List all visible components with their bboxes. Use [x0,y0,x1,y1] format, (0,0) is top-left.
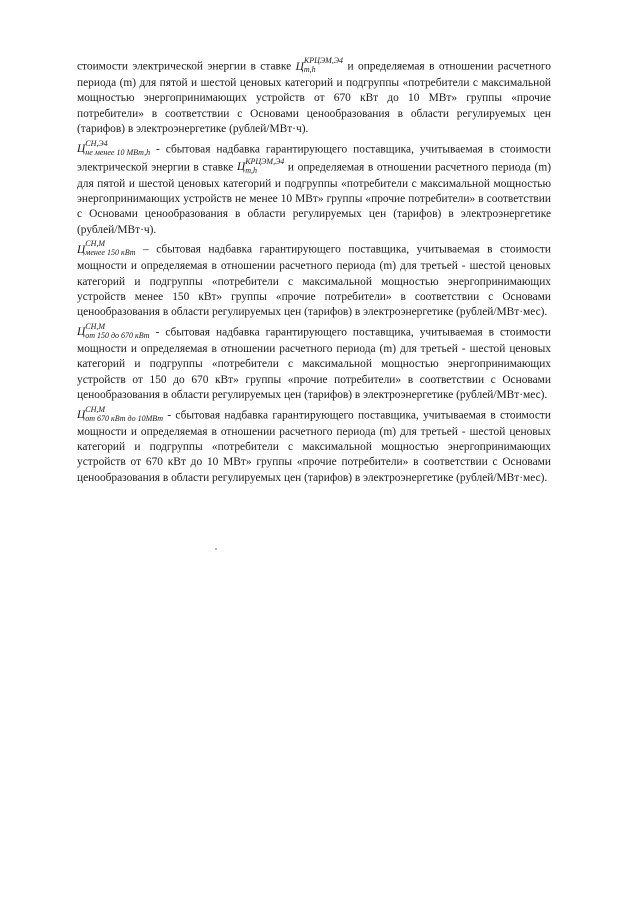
paragraph-p3 [77,321,551,404]
paragraph-text: - сбытовая надбавка гарантирующего поставщика, учитываемая в стоимости мощности и определяемая в отношении расчетного периода (m) для третьей - шестой ценовых категорий и подгруппы «потребители с максимальной мощностью энергопринимающих устройств от 670 кВт до 10 МВт» группы «прочие потребители» в соответствии с Основами ценообразования в области регулируемых цен (тарифов) в электроэнергетике (рублей/МВт·мес). [77,409,551,484]
paragraph-text: и определяемая в отношении расчетного периода (m) для пятой и шестой ценовых категорий и подгруппы «потребители с максимальной мощностью энергопринимающих устройств не менее 10 МВт» группы «прочие потребители» в соответствии с Основами ценообразования в области регулируемых цен (тарифов) в электроэнергетике (рублей/МВт·ч). [77,161,551,236]
symbol-subscript: m,h [245,165,257,175]
formula-symbol [295,56,344,74]
paragraph-text: стоимости электрической энергии в ставке [77,60,296,73]
symbol-superscript: СН,М [85,239,106,249]
symbol-subscript: менее 150 кВт [85,248,136,258]
symbol-subscript: не менее 10 МВт,h [85,147,151,157]
document-body [77,58,551,489]
symbol-subscript: от 150 до 670 кВт [85,330,150,340]
paragraph-text: - сбытовая надбавка гарантирующего поставщика, учитываемая в стоимости мощности и определяемая в отношении расчетного периода (m) для третьей - шестой ценовых категорий и подгруппы «потребители с максимальной мощностью энергопринимающих устройств от 150 до 670 кВт» группы «прочие потребители» в соответствии с Основами ценообразования в области регулируемых цен (тарифов) в электроэнергетике (рублей/МВт·мес). [77,326,551,402]
formula-symbol [77,138,151,157]
paragraph-text: – сбытовая надбавка гарантирующего поставщика, учитываемая в стоимости мощности и определяемая в отношении расчетного периода (m) для третьей - шестой ценовых категорий и подгруппы «потребители с максимальной мощностью энергопринимающих устройств менее 150 кВт» группы «прочие потребители» в соответствии с Основами ценообразования в области регулируемых цен (тарифов) в электроэнергетике (рублей/МВт·мес). [77,243,551,319]
symbol-superscript: КРЦЭМ,Э4 [245,156,285,166]
symbol-superscript: СН,М [85,321,106,331]
symbol-subscript: от 670 кВт до 10МВт [85,413,163,423]
symbol-base: Ц [77,326,86,339]
symbol-superscript: СН,М [85,404,106,414]
symbol-subscript: m,h [303,65,316,74]
formula-symbol [77,321,150,340]
paragraph-p1 [77,138,551,239]
paragraph-p0 [77,58,551,138]
symbol-base: Ц [77,409,86,422]
formula-symbol [77,239,136,258]
scan-speck [215,548,217,550]
symbol-base: Ц [77,243,86,256]
symbol-base: Ц [236,161,246,174]
formula-symbol [77,404,163,423]
symbol-superscript: КРЦЭМ,Э4 [303,56,344,65]
symbol-base: Ц [295,60,304,73]
symbol-superscript: СН,Э4 [85,138,108,148]
paragraph-p2 [77,241,551,321]
formula-symbol [236,156,285,175]
paragraph-p4 [77,404,551,487]
paragraph-text: - сбытовая надбавка гарантирующего поставщика, учитываемая в стоимости электрической энергии в ставке [77,143,551,174]
symbol-base: Ц [77,143,86,156]
paragraph-text: и определяемая в отношении расчетного периода (m) для пятой и шестой ценовых категорий и подгруппы «потребители с максимальной мощностью энергопринимающих устройств от 670 кВт до 10 МВт» группы «прочие потребители» в соответствии с Основами ценообразования в области регулируемых цен (тарифов) в электроэнергетике (рублей/МВт·ч). [77,60,551,136]
